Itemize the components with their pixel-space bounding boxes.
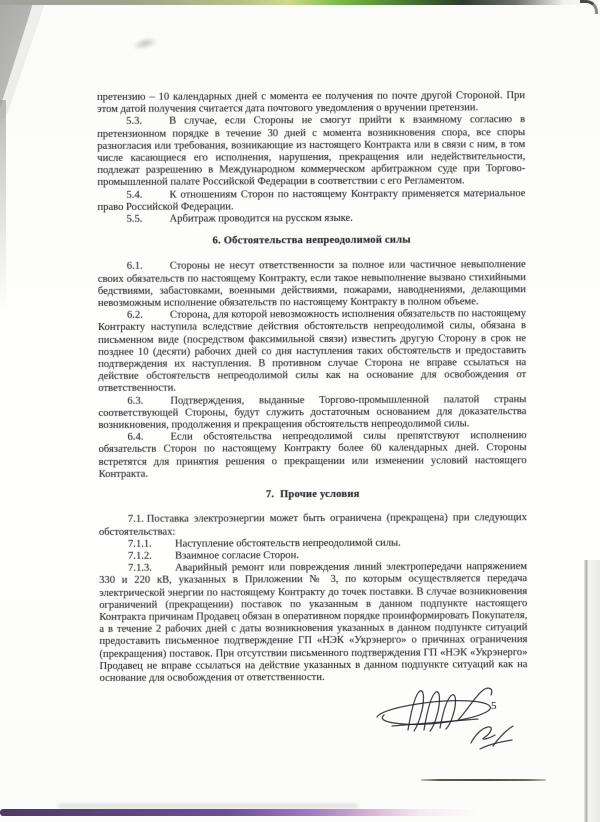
clause-number: 5.5. — [126, 213, 143, 225]
ink-smudge — [131, 35, 159, 52]
clause-text: Стороны не несут ответственности за полное или частичное невыполнение своих обязательств по настоящему Контракту, если такое невыполнение вызвано стихийными бедствиями, забастовками, военными действиями, пожарами, наводнениями, делающими невозможным исполнение обязательств по настоящему Контракту в полном объеме. — [97, 259, 526, 310]
clause-text: Поставка электроэнергии может быть ограничена (прекращена) при следующих обстоятельствах: — [98, 512, 527, 538]
clause-number: 7.1.3. — [128, 562, 152, 574]
paragraph-5-3 — [97, 115, 525, 190]
clause-text: Если обстоятельства непреодолимой силы препятствуют исполнению обязательств Сторон по настоящему Контракту более 60 календарных дней. Стороны встретятся для принятия решения о прекращении или изменении условий настоящего Контракта. — [98, 430, 527, 480]
clause-number: 7.1. — [127, 514, 144, 526]
clause-number: 6.4. — [127, 432, 144, 444]
clause-text: В случае, если Стороны не смогут прийти к взаимному согласию в претензионном порядке в течение 30 дней с момента возникновения спора, все споры разногласия или требования, возникающие из настоящего Контракта или в связи с ним, в том числе касающиеся его исполнения, нарушения, прекращения или недействительности, подлежат разрешению в Международном коммерческом арбитражном суде при Торгово-промышленной палате Российской Федерации в соответствии с его Регламентом. — [97, 114, 526, 189]
clause-number: 6.2. — [126, 310, 143, 322]
clause-text: претензию – 10 календарных дней с момента ее получения по почте другой Стороной. При этом датой получения считается дата почтового уведомления о вручении претензии. — [97, 90, 526, 116]
clause-number: 5.3. — [126, 116, 143, 128]
clause-text: Аварийный ремонт или повреждения линий электропередачи напряжением 330 и 220 кВ, указанных в Приложении № 3, по которым осуществляется передача электрической энергии по настоящему Контракту до точек поставки. В случае возникновения ограничений (прекращении) поставок по указанным в данном подпункте настоящего Контракта причинам Продавец обязан в оперативном порядке проинформировать Покупателя, а в течение 2 рабочих дней с даты возникновения указанных в данном подпункте ситуаций предоставить письменное подтверждение ГП «НЭК «Укрэнерго» о причинах ограничения (прекращения) поставок. При отсутствии письменного подтверждения ГП «НЭК «Укрэнерго» Продавец не вправе ссылаться на действие указанных в данном подпункте ситуаций как на основание для освобождения от ответственности. — [99, 561, 528, 684]
scan-artifact-bottom-edge — [0, 809, 600, 816]
paragraph-7-1-3 — [99, 561, 528, 685]
clause-text: Подтверждения, выданные Торгово-промышленной палатой страны соответствующей Стороны, будут служить достаточным основанием для доказательства возникновения, продолжения и прекращения обстоятельств непреодолимой силы. — [98, 393, 527, 432]
page-right-edge — [588, 560, 600, 822]
paragraph-6-2 — [98, 308, 526, 395]
separator-line — [421, 779, 546, 781]
clause-text: Наступление обстоятельств непреодолимой силы. — [174, 537, 401, 550]
left-edge-shadow — [0, 100, 6, 310]
clause-number: 6.3. — [127, 395, 144, 407]
clause-text: Сторона, для которой невозможность исполнения обязательств по настоящему Контракту наступила вследствие действия обстоятельств непреодолимой силы, обязана в письменном виде (посредством факсимильной связи) известить другую Сторону в срок не позднее 10 (десяти) рабочих дней со дня наступления таких обстоятельств и предоставить подтверждения их наступления. В противном случае Сторона не вправе ссылаться на действие обстоятельств непреодолимой силы как на основание для освобождения от ответственности. — [98, 308, 527, 395]
section-heading-other-terms: 7. Прочие условия — [265, 488, 360, 501]
signature-secondary — [466, 723, 518, 752]
paragraph-6-4 — [98, 430, 526, 481]
scan-artifact-bottom-smudge — [58, 804, 358, 808]
clause-text: К отношениям Сторон по настоящему Контракту применяется материальное право Российской Федерации. — [97, 187, 526, 213]
clause-text: Взаимное согласие Сторон. — [175, 550, 299, 562]
paragraph-5-4 — [97, 188, 525, 214]
page-number: 5 — [491, 700, 497, 712]
contract-text-body — [97, 90, 528, 685]
paragraph-6-1 — [98, 260, 526, 311]
clause-number: 6.1. — [126, 261, 143, 273]
paragraph-5-5 — [98, 212, 526, 226]
section-heading-force-majeure: 6. Обстоятельства непреодолимой силы — [212, 234, 411, 247]
clause-number: 7.1.1. — [127, 538, 152, 550]
clause-number: 5.4. — [126, 189, 143, 201]
scan-artifact-top-edge — [0, 0, 600, 5]
clause-text: Арбитраж проводится на русском языке. — [169, 212, 353, 225]
paragraph-continuation — [97, 90, 525, 116]
paragraph-6-3 — [98, 394, 526, 432]
paragraph-7-1 — [99, 512, 527, 538]
scan-artifact-right-edge — [584, 560, 588, 822]
clause-number: 7.1.2. — [128, 550, 152, 562]
